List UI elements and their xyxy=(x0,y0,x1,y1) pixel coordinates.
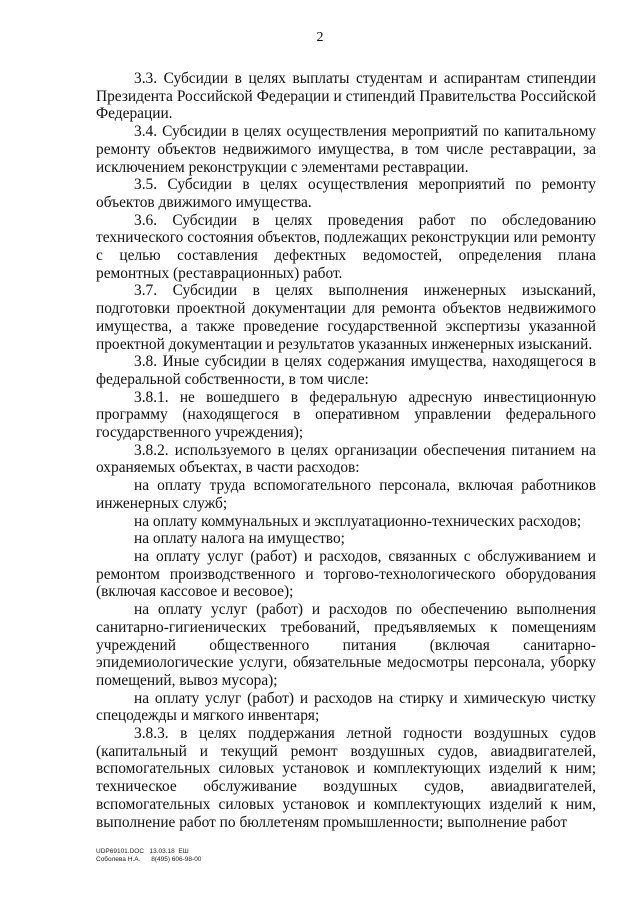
paragraph-3-6: 3.6. Субсидии в целях проведения работ по обследованию технического состояния объектов, подлежащих реконструкции или ремонту с целью составления дефектных ведомостей, определения плана ремонтных (реставрационных) работ. xyxy=(96,211,596,282)
document-body xyxy=(96,70,596,831)
paragraph-3-8: 3.8. Иные субсидии в целях содержания имущества, находящегося в федеральной собственности, в том числе: xyxy=(96,353,596,388)
paragraph-3-3: 3.3. Субсидии в целях выплаты студентам и аспирантам стипендии Президента Российской Федерации и стипендий Правительства Российской Федерации. xyxy=(96,70,596,123)
footer-author-contact: Соболева Н.А. 8(495) 606-98-00 xyxy=(96,856,202,863)
paragraph-property-tax: на оплату налога на имущество; xyxy=(134,530,345,548)
paragraph-3-8-3: 3.8.3. в целях поддержания летной годности воздушных судов (капитальный и текущий ремонт воздушных судов, авиадвигателей, вспомогательных силовых установок и комплектующих изделий к ним; техническое обслуживание воздушных судов, авиадвигателей, вспомогательных силовых установок и комплектующих изделий к ним, выполнение работ по бюллетеням промышленности; выполнение работ xyxy=(96,725,596,831)
page-number: 2 xyxy=(316,30,324,45)
paragraph-sanitary-requirements: на оплату услуг (работ) и расходов по обеспечению выполнения санитарно-гигиенических требований, предъявляемых к помещениям учреждений общественного питания (включая санитарно-эпидемиологические услуги, обязательные медосмотры персонала, уборку помещений, вывоз мусора); xyxy=(96,601,596,689)
paragraph-3-4: 3.4. Субсидии в целях осуществления мероприятий по капитальному ремонту объектов недвижимого имущества, в том числе реставрации, за исключением реконструкции с элементами реставрации. xyxy=(96,123,596,176)
footer-file-info: UDP69101.DOC 13.03.18 ЕШ xyxy=(96,848,189,855)
paragraph-3-7: 3.7. Субсидии в целях выполнения инженерных изысканий, подготовки проектной документации для ремонта объектов недвижимого имущества, а также проведение государственной экспертизы указанной проектной документации и результатов указанных инженерных изысканий. xyxy=(96,282,596,353)
paragraph-3-5: 3.5. Субсидии в целях осуществления мероприятий по ремонту объектов движимого имущества. xyxy=(96,176,596,211)
paragraph-laundry: на оплату услуг (работ) и расходов на стирку и химическую чистку спецодежды и мягкого инвентаря; xyxy=(96,689,596,725)
paragraph-labor-payment: на оплату труда вспомогательного персонала, включая работников инженерных служб; xyxy=(96,477,596,512)
paragraph-equipment-service: на оплату услуг (работ) и расходов, связанных с обслуживанием и ремонтом производственного и торгово-технологического оборудования (включая кассовое и весовое); xyxy=(96,547,596,601)
paragraph-utilities-payment: на оплату коммунальных и эксплуатационно-технических расходов; xyxy=(134,512,582,530)
paragraph-3-8-1: 3.8.1. не вошедшего в федеральную адресную инвестиционную программу (находящегося в оперативном управлении федерального государственного учреждения); xyxy=(96,388,596,442)
paragraph-3-8-2: 3.8.2. используемого в целях организации обеспечения питанием на охраняемых объектах, в части расходов: xyxy=(96,441,596,477)
document-footer xyxy=(96,848,201,864)
